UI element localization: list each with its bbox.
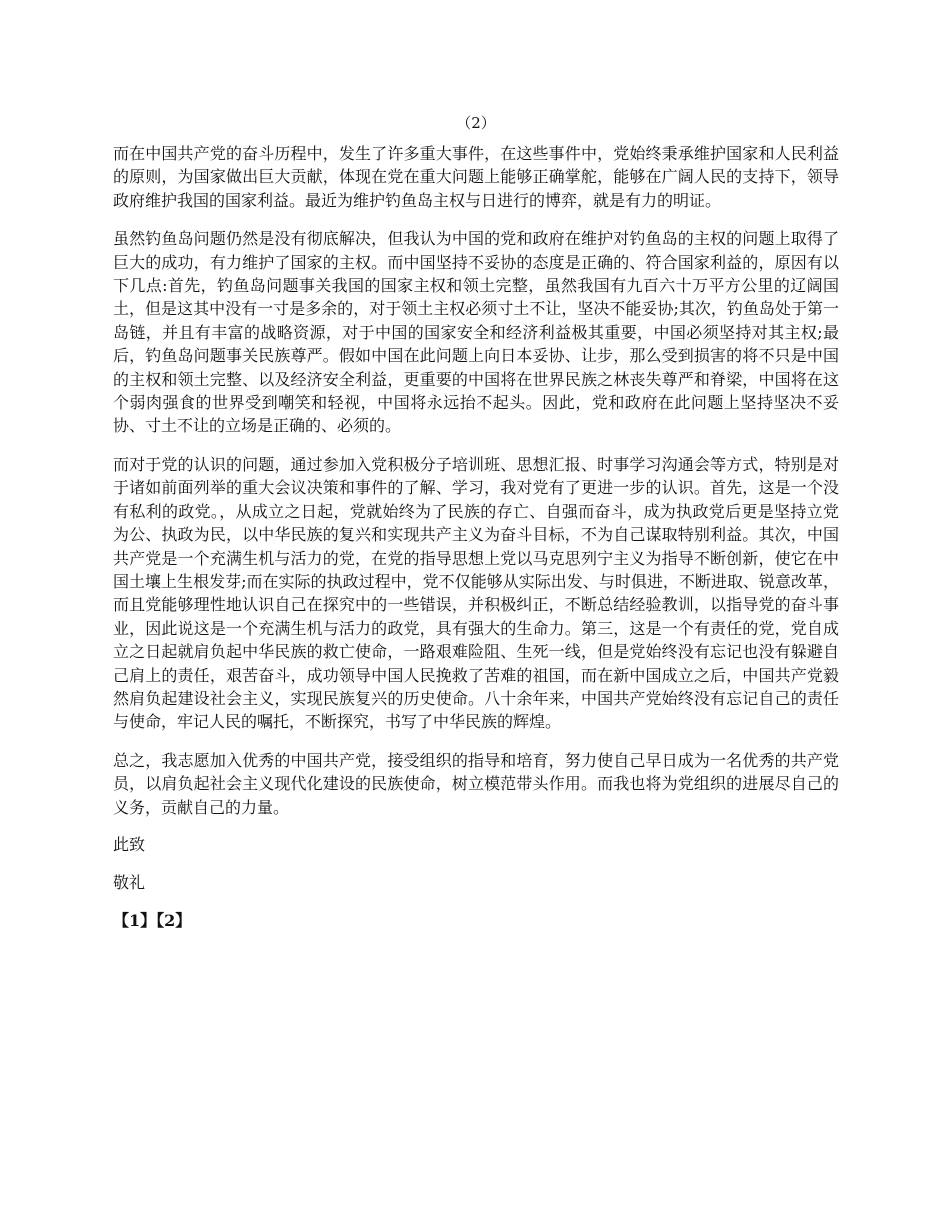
paragraph-2: 虽然钓鱼岛问题仍然是没有彻底解决，但我认为中国的党和政府在维护对钓鱼岛的主权的问题上取得了巨大的成功，有力维护了国家的主权。而中国坚持不妥协的态度是正确的、符合国家利益的，原因有以下几点:首先，钓鱼岛问题事关我国的国家主权和领土完整，虽然我国有九百六十万平方公里的辽阔国土，但是这其中没有一寸是多余的，对于领土主权必须寸土不让，坚决不能妥协;其次，钓鱼岛处于第一岛链，并且有丰富的战略资源，对于中国的国家安全和经济利益极其重要，中国必须坚持对其主权;最后，钓鱼岛问题事关民族尊严。假如中国在此问题上向日本妥协、让步，那么受到损害的将不只是中国的主权和领土完整、以及经济安全利益，更重要的中国将在世界民族之林丧失尊严和脊梁，中国将在这个弱肉强食的世界受到嘲笑和轻视，中国将永远抬不起头。因此，党和政府在此问题上坚持坚决不妥协、寸土不让的立场是正确的、必须的。	[113, 229, 839, 436]
document-page	[113, 112, 839, 932]
page-number: （2）	[456, 114, 496, 132]
closing-line-2: 敬礼	[113, 872, 146, 892]
closing-line-1: 此致	[113, 834, 146, 854]
paragraph-4: 总之，我志愿加入优秀的中国共产党，接受组织的指导和培育，努力使自己早日成为一名优秀的共产党员，以肩负起社会主义现代化建设的民族使命，树立模范带头作用。而我也将为党组织的进展尽自己的义务，贡献自己的力量。	[113, 750, 839, 817]
paragraph-1: 而在中国共产党的奋斗历程中，发生了许多重大事件，在这些事件中，党始终秉承维护国家和人民利益的原则，为国家做出巨大贡献，体现在党在重大问题上能够正确掌舵，能够在广阔人民的支持下，领导政府维护我国的国家利益。最近为维护钓鱼岛主权与日进行的博弈，就是有力的明证。	[113, 144, 839, 210]
page-link-2[interactable]: 【2】	[156, 910, 192, 930]
page-link-1[interactable]: 【1】	[113, 910, 157, 930]
paragraph-3: 而对于党的认识的问题，通过参加入党积极分子培训班、思想汇报、时事学习沟通会等方式，特别是对于诸如前面列举的重大会议决策和事件的了解、学习，我对党有了更进一步的认识。首先，这是一个没有私利的政党。，从成立之日起，党就始终为了民族的存亡、自强而奋斗，成为执政党后更是坚持立党为公、执政为民，以中华民族的复兴和实现共产主义为奋斗目标，不为自己谋取特别利益。其次，中国共产党是一个充满生机与活力的党，在党的指导思想上党以马克思列宁主义为指导不断创新，使它在中国土壤上生根发芽;而在实际的执政过程中，党不仅能够从实际出发、与时俱进，不断进取、锐意改革，而且党能够理性地认识自己在探究中的一些错误，并积极纠正，不断总结经验教训，以指导党的奋斗事业，因此说这是一个充满生机与活力的政党，具有强大的生命力。第三，这是一个有责任的党，党自成立之日起就肩负起中华民族的救亡使命，一路艰难险阻、生死一线，但是党始终没有忘记也没有躲避自己肩上的责任，艰苦奋斗，成功领导中国人民挽救了苦难的祖国，而在新中国成立之后，中国共产党毅然肩负起建设社会主义，实现民族复兴的历史使命。八十余年来，中国共产党始终没有忘记自己的责任与使命，牢记人民的嘱托，不断探究，书写了中华民族的辉煌。	[113, 454, 839, 732]
pagination	[113, 910, 839, 932]
